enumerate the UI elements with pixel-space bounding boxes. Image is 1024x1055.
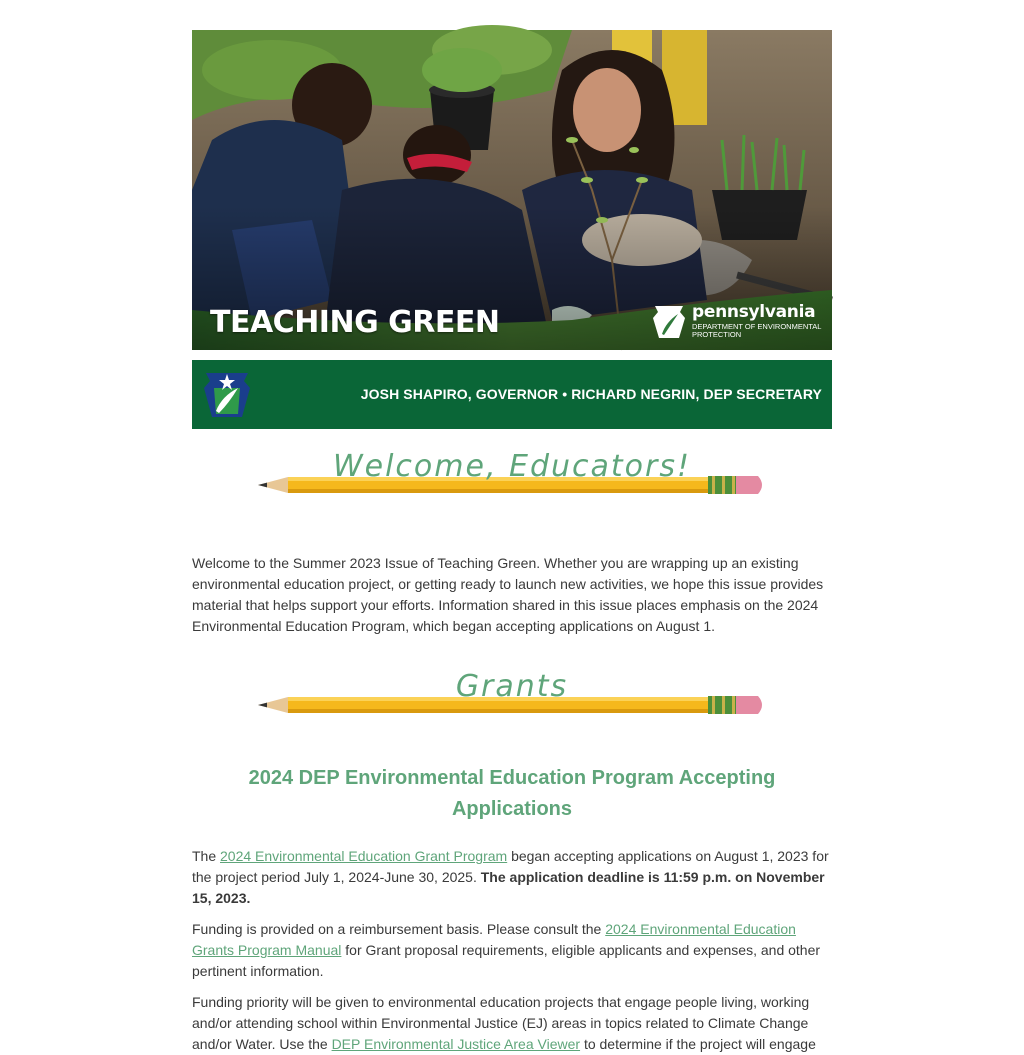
- welcome-heading: Welcome, Educators!: [332, 449, 692, 484]
- logo-state-name: pennsylvania: [692, 301, 816, 322]
- grant-paragraph-1: [192, 846, 832, 909]
- text-span: for Grant proposal requirements, eligible applicants and expenses, and other pertinent information.: [192, 942, 821, 979]
- newsletter-content: [192, 30, 832, 1055]
- keystone-icon: [652, 304, 686, 340]
- text-span: The: [192, 848, 221, 864]
- grant-program-link[interactable]: 2024 Environmental Education Grant Program: [220, 848, 508, 864]
- text-span: to determine if the project will engage: [580, 1036, 816, 1052]
- hero-title: TEACHING GREEN: [210, 305, 500, 340]
- governor-secretary-line: JOSH SHAPIRO, GOVERNOR • RICHARD NEGRIN, DEP SECRETARY: [360, 386, 822, 402]
- grant-paragraph-3: [192, 992, 832, 1055]
- welcome-paragraph: Welcome to the Summer 2023 Issue of Teaching Green. Whether you are wrapping up an existing environmental education project, or getting ready to launch new activities, we hope this issue provides material that helps support your efforts. Information shared in this issue places emphasis on the 2024 Environmental Education Program, which began accepting applications on August 1.: [192, 555, 824, 634]
- grants-heading: Grants: [455, 669, 569, 704]
- text-span: began accepting applications on August 1, 2023 for the project period July 1, 2024-June 30, 2025.: [192, 848, 829, 885]
- grant-paragraph-2: [192, 919, 832, 982]
- grant-manual-link[interactable]: 2024 Environmental Education Grants Program Manual: [192, 921, 796, 958]
- governor-bar: [192, 360, 832, 429]
- ej-area-viewer-link[interactable]: DEP Environmental Justice Area Viewer: [331, 1036, 581, 1052]
- hero-banner: [192, 30, 832, 350]
- grants-heading-banner: [192, 667, 832, 737]
- text-span: Funding priority will be given to environmental education projects that engage people living, working and/or attending school within Environmental Justice (EJ) areas in topics related to Climate Change and/or Water. Use the: [192, 994, 810, 1052]
- logo-department-name: DEPARTMENT OF ENVIRONMENTAL PROTECTION: [692, 321, 822, 340]
- text-span: Funding is provided on a reimbursement basis. Please consult the: [192, 921, 606, 937]
- pa-keystone-emblem-icon: [202, 370, 252, 420]
- pa-dep-logo: [652, 301, 822, 340]
- welcome-heading-banner: [192, 447, 832, 517]
- grant-program-title: 2024 DEP Environmental Education Program Accepting Applications: [248, 767, 776, 820]
- deadline-text: The application deadline is 11:59 p.m. on November 15, 2023.: [192, 869, 825, 906]
